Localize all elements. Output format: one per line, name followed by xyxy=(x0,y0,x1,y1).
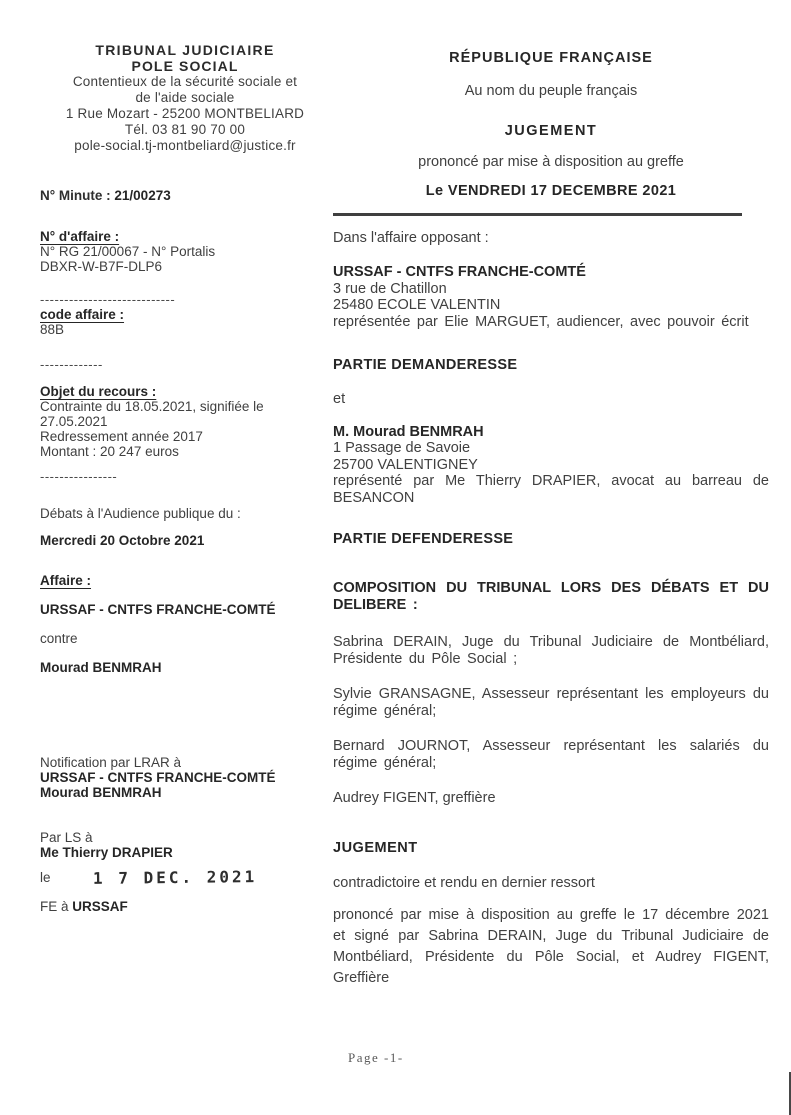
notification-recipient-2: Mourad BENMRAH xyxy=(40,785,162,800)
defendant-role: PARTIE DEFENDERESSE xyxy=(333,531,514,547)
fe-line xyxy=(40,899,330,914)
defendant-address-2: 25700 VALENTIGNEY xyxy=(333,456,478,473)
republic-motto: Au nom du peuple français xyxy=(464,82,638,99)
pronounced-line: prononcé par mise à disposition au greffe xyxy=(418,153,684,170)
separator-dashed-3: ---------------- xyxy=(40,469,118,484)
notification-method: Notification par LRAR à xyxy=(40,755,182,770)
plaintiff-representation: représentée par Elie MARGUET, audiencer, avec pouvoir écrit xyxy=(333,313,749,330)
hearing-date: Mercredi 20 Octobre 2021 xyxy=(40,533,205,548)
right-column xyxy=(333,44,769,989)
plaintiff-block xyxy=(333,264,769,331)
defendant-address-1: 1 Passage de Savoie xyxy=(333,440,471,456)
composition-heading: COMPOSITION DU TRIBUNAL LORS DES DÉBATS ET DU DELIBERE : xyxy=(333,579,769,613)
ls-recipient: Me Thierry DRAPIER xyxy=(40,845,173,860)
minute-value: 21/00273 xyxy=(114,188,171,203)
judgment-date-line: Le VENDREDI 17 DECEMBRE 2021 xyxy=(425,183,677,199)
defendant-block xyxy=(333,424,769,508)
court-address: 1 Rue Mozart - 25200 MONTBELIARD xyxy=(65,106,305,121)
case-number-label: N° d'affaire : xyxy=(40,229,120,244)
page-number: Page -1- xyxy=(348,1050,404,1065)
recourse-object-line2: 27.05.2021 xyxy=(40,414,108,429)
affaire-versus: contre xyxy=(40,631,78,646)
recourse-object-label: Objet du recours : xyxy=(40,384,157,399)
recourse-object-line4: Montant : 20 247 euros xyxy=(40,444,179,459)
judgment-section-heading: JUGEMENT xyxy=(333,840,418,856)
left-column xyxy=(40,42,330,914)
court-phone: Tél. 03 81 90 70 00 xyxy=(124,122,246,137)
case-number-line1: N° RG 21/00067 - N° Portalis xyxy=(40,244,216,259)
recourse-object-line3: Redressement année 2017 xyxy=(40,429,203,444)
court-service-line1: Contentieux de la sécurité sociale et xyxy=(72,74,298,89)
minute-label: N° Minute : xyxy=(40,188,111,203)
case-number-block xyxy=(40,229,330,274)
separator-dashed-2: ------------- xyxy=(40,357,103,372)
ls-notification-block xyxy=(40,830,330,860)
header-rule xyxy=(333,213,742,216)
minute-number xyxy=(40,188,330,203)
date-stamp: 1 7 DEC. 2021 xyxy=(92,867,257,888)
composition-member-clerk: Audrey FIGENT, greffière xyxy=(333,789,496,806)
ls-method: Par LS à xyxy=(40,830,93,845)
court-division: POLE SOCIAL xyxy=(131,58,239,74)
plaintiff-address-1: 3 rue de Chatillon xyxy=(333,280,447,297)
case-code-block xyxy=(40,307,330,337)
affaire-defendant: Mourad BENMRAH xyxy=(40,660,162,675)
case-number-line2: DBXR-W-B7F-DLP6 xyxy=(40,259,163,274)
fe-label: FE à xyxy=(40,899,69,914)
judgment-title: JUGEMENT xyxy=(504,123,598,139)
court-name: TRIBUNAL JUDICIAIRE xyxy=(95,42,275,58)
recourse-object-line1: Contrainte du 18.05.2021, signifiée le xyxy=(40,399,264,414)
notification-block xyxy=(40,755,330,800)
court-email: pole-social.tj-montbeliard@justice.fr xyxy=(74,138,296,153)
composition-member-assessor-employees: Bernard JOURNOT, Assesseur représentant les salariés du régime général; xyxy=(333,737,769,771)
court-header xyxy=(40,42,330,154)
republic-title: RÉPUBLIQUE FRANÇAISE xyxy=(449,50,653,66)
affaire-plaintiff: URSSAF - CNTFS FRANCHE-COMTÉ xyxy=(40,602,276,617)
affaire-label: Affaire : xyxy=(40,573,92,588)
composition-member-judge: Sabrina DERAIN, Juge du Tribunal Judiciaire de Montbéliard, Présidente du Pôle Social ; xyxy=(333,633,769,667)
separator-dashed-1: ---------------------------- xyxy=(40,292,176,307)
composition-member-assessor-employers: Sylvie GRANSAGNE, Assesseur représentant les employeurs du régime général; xyxy=(333,685,769,719)
notification-recipient-1: URSSAF - CNTFS FRANCHE-COMTÉ xyxy=(40,770,276,785)
fe-value: URSSAF xyxy=(72,899,128,914)
case-code-label: code affaire : xyxy=(40,307,125,322)
judgment-pronouncement: prononcé par mise à disposition au greffe le 17 décembre 2021 et signé par Sabrina DERAIN, Juge du Tribunal Judiciaire de Montbéliard, Présidente du Pôle Social, et Audrey FIGENT, Greffière xyxy=(333,907,769,986)
plaintiff-address-2: 25480 ECOLE VALENTIN xyxy=(333,297,501,313)
date-stamp-row xyxy=(40,867,330,888)
court-service-line2: de l'aide sociale xyxy=(135,90,235,105)
defendant-name: M. Mourad BENMRAH xyxy=(333,423,484,440)
recourse-object-block xyxy=(40,384,330,459)
hearing-label: Débats à l'Audience publique du : xyxy=(40,506,241,521)
plaintiff-name: URSSAF - CNTFS FRANCHE-COMTÉ xyxy=(333,264,586,280)
case-intro: Dans l'affaire opposant : xyxy=(333,229,489,246)
defendant-representation: représenté par Me Thierry DRAPIER, avocat au barreau de BESANCON xyxy=(333,473,769,506)
conjunction: et xyxy=(333,391,346,407)
plaintiff-role: PARTIE DEMANDERESSE xyxy=(333,356,518,373)
judgment-nature: contradictoire et rendu en dernier ressort xyxy=(333,874,595,891)
stamp-label: le xyxy=(40,870,51,885)
case-code-value: 88B xyxy=(40,322,65,337)
